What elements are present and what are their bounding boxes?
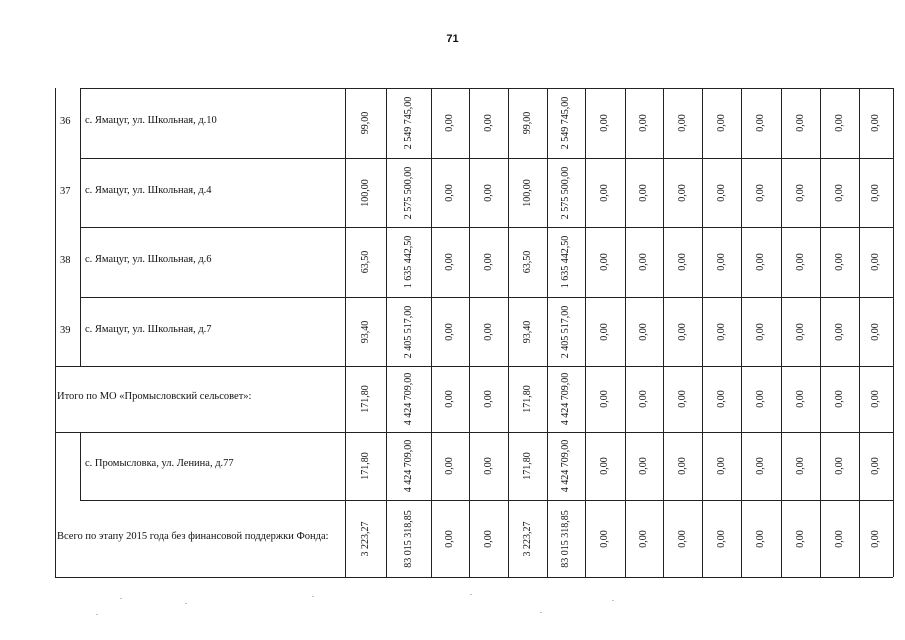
cell-value: 0,00 [870, 529, 881, 548]
cell-value: 0,00 [870, 183, 881, 202]
table-cell [781, 432, 820, 500]
table-cell [547, 88, 585, 158]
table-vline [80, 432, 81, 500]
table-cell [345, 88, 386, 158]
cell-value: 0,00 [755, 390, 766, 408]
table-cell [625, 500, 663, 577]
table-cell [431, 366, 469, 432]
table-cell [781, 158, 820, 227]
cell-value: 0,00 [482, 457, 494, 475]
cell-value: 0,00 [444, 253, 455, 271]
cell-value: 0,00 [715, 529, 727, 548]
table-cell [741, 432, 781, 500]
table-cell [431, 500, 469, 577]
row-address: с. Ямацуг, ул. Школьная, д.10 [85, 115, 217, 126]
cell-value: 0,00 [599, 390, 610, 408]
cell-value: 0,00 [794, 253, 806, 271]
table-cell [663, 158, 702, 227]
cell-value: 0,00 [794, 322, 806, 341]
table-cell [386, 158, 431, 227]
cell-value: 2 575 500,00 [560, 166, 571, 219]
cell-value: 83 015 318,85 [560, 509, 571, 568]
cell-value: 171,80 [359, 452, 371, 480]
cell-value: 99,00 [359, 111, 371, 135]
cell-value: 0,00 [755, 457, 766, 475]
cell-value: 0,00 [638, 322, 649, 341]
cell-value: 0,00 [715, 457, 727, 475]
table-cell [508, 158, 547, 227]
table-cell [547, 227, 585, 297]
table-cell [859, 500, 893, 577]
cell-value: 83 015 318,85 [402, 509, 414, 568]
table-cell [386, 500, 431, 577]
table-cell [663, 227, 702, 297]
page-number: 71 [446, 33, 459, 45]
table-cell [547, 432, 585, 500]
row-number: 37 [60, 185, 71, 197]
table-cell [508, 88, 547, 158]
cell-value: 0,00 [833, 322, 845, 341]
table-cell [741, 158, 781, 227]
table-cell [741, 366, 781, 432]
cell-value: 0,00 [599, 114, 610, 132]
cell-value: 0,00 [676, 390, 688, 408]
cell-value: 0,00 [599, 322, 610, 341]
cell-value: 0,00 [638, 390, 649, 408]
cell-value: 0,00 [870, 253, 881, 271]
table-cell [345, 432, 386, 500]
table-cell [431, 88, 469, 158]
table-hline [55, 577, 893, 578]
cell-value: 0,00 [794, 114, 806, 132]
cell-value: 0,00 [715, 322, 727, 341]
table-cell [345, 227, 386, 297]
table-cell [781, 500, 820, 577]
cell-value: 0,00 [638, 457, 649, 475]
cell-value: 0,00 [599, 457, 610, 475]
table-cell [345, 297, 386, 366]
table-cell [469, 88, 508, 158]
cell-value: 2 549 745,00 [560, 96, 571, 150]
cell-value: 0,00 [444, 390, 455, 408]
cell-value: 4 424 709,00 [402, 439, 414, 493]
cell-value: 0,00 [715, 114, 727, 132]
cell-value: 0,00 [676, 183, 688, 202]
table-cell [625, 366, 663, 432]
cell-value: 0,00 [794, 390, 806, 408]
table-cell [585, 88, 625, 158]
row-summary-label: Итого по МО «Промысловский сельсовет»: [57, 391, 252, 402]
table-vline [893, 88, 894, 577]
table-cell [386, 432, 431, 500]
cell-value: 0,00 [833, 529, 845, 548]
row-number: 39 [60, 324, 71, 336]
cell-value: 0,00 [482, 529, 494, 548]
cell-value: 0,00 [482, 390, 494, 408]
table-cell [859, 366, 893, 432]
table-cell [386, 227, 431, 297]
table-cell [702, 432, 741, 500]
cell-value: 0,00 [715, 253, 727, 271]
cell-value: 93,40 [359, 320, 371, 343]
cell-value: 99,00 [521, 111, 533, 135]
table-cell [663, 297, 702, 366]
cell-value: 0,00 [755, 114, 766, 132]
table-cell [585, 158, 625, 227]
cell-value: 0,00 [870, 390, 881, 408]
table-cell [663, 500, 702, 577]
scan-speck [96, 614, 98, 615]
cell-value: 2 405 517,00 [560, 305, 571, 358]
cell-value: 0,00 [599, 529, 610, 548]
scan-speck [312, 596, 314, 597]
cell-value: 0,00 [755, 183, 766, 202]
table-cell [469, 158, 508, 227]
table-cell [508, 500, 547, 577]
table-cell [508, 297, 547, 366]
table-cell [702, 500, 741, 577]
cell-value: 0,00 [833, 183, 845, 202]
table-cell [625, 432, 663, 500]
table-cell [859, 88, 893, 158]
table-cell [741, 88, 781, 158]
cell-value: 1 635 442,50 [560, 235, 571, 289]
table-cell [702, 297, 741, 366]
table-cell [820, 366, 859, 432]
cell-value: 0,00 [482, 183, 494, 202]
cell-value: 63,50 [359, 250, 371, 274]
table-cell [345, 158, 386, 227]
table-cell [585, 366, 625, 432]
cell-value: 2 405 517,00 [402, 305, 414, 358]
table-cell [625, 88, 663, 158]
cell-value: 0,00 [676, 457, 688, 475]
table-cell [702, 158, 741, 227]
table-cell [431, 432, 469, 500]
cell-value: 100,00 [521, 178, 533, 207]
table-cell [469, 432, 508, 500]
cell-value: 0,00 [444, 322, 455, 341]
table-cell [781, 366, 820, 432]
cell-value: 0,00 [638, 114, 649, 132]
cell-value: 0,00 [676, 114, 688, 132]
cell-value: 0,00 [715, 183, 727, 202]
table-cell [859, 432, 893, 500]
cell-value: 171,80 [359, 385, 371, 413]
cell-value: 0,00 [833, 390, 845, 408]
table-cell [431, 227, 469, 297]
cell-value: 4 424 709,00 [560, 439, 571, 493]
table-cell [345, 500, 386, 577]
cell-value: 0,00 [755, 529, 766, 548]
cell-value: 0,00 [444, 183, 455, 202]
table-cell [585, 297, 625, 366]
cell-value: 0,00 [715, 390, 727, 408]
cell-value: 100,00 [359, 178, 371, 207]
cell-value: 3 223,27 [521, 521, 533, 556]
table-cell [431, 158, 469, 227]
cell-value: 0,00 [482, 114, 494, 132]
cell-value: 0,00 [638, 529, 649, 548]
cell-value: 0,00 [870, 457, 881, 475]
table-cell [741, 227, 781, 297]
cell-value: 0,00 [870, 322, 881, 341]
scan-speck [470, 594, 472, 595]
cell-value: 0,00 [755, 322, 766, 341]
table-cell [469, 227, 508, 297]
row-address: с. Промысловка, ул. Ленина, д.77 [85, 458, 234, 469]
table-cell [547, 158, 585, 227]
table-cell [508, 366, 547, 432]
table-cell [469, 366, 508, 432]
table-cell [469, 500, 508, 577]
cell-value: 0,00 [794, 183, 806, 202]
row-number: 36 [60, 116, 71, 127]
row-summary-label: Всего по этапу 2015 года без финансовой поддержки Фонда: [57, 530, 329, 542]
cell-value: 0,00 [444, 457, 455, 475]
cell-value: 171,80 [521, 452, 533, 480]
table-cell [820, 227, 859, 297]
table-cell [508, 227, 547, 297]
table-cell [508, 432, 547, 500]
table-cell [820, 297, 859, 366]
table-cell [820, 88, 859, 158]
cell-value: 0,00 [755, 253, 766, 271]
cell-value: 0,00 [599, 183, 610, 202]
cell-value: 0,00 [833, 253, 845, 271]
table-cell [547, 297, 585, 366]
table-cell [386, 297, 431, 366]
cell-value: 93,40 [521, 320, 533, 343]
table-cell [345, 366, 386, 432]
cell-value: 0,00 [833, 457, 845, 475]
table-cell [781, 297, 820, 366]
table-cell [625, 158, 663, 227]
table-cell [663, 366, 702, 432]
scan-speck [540, 612, 542, 613]
table-cell [741, 297, 781, 366]
cell-value: 0,00 [482, 322, 494, 341]
table-cell [781, 88, 820, 158]
table-cell [431, 297, 469, 366]
row-address: с. Ямацуг, ул. Школьная, д.4 [85, 184, 212, 196]
table-cell [386, 366, 431, 432]
cell-value: 0,00 [599, 253, 610, 271]
cell-value: 0,00 [638, 253, 649, 271]
table-cell [663, 88, 702, 158]
table-cell [702, 88, 741, 158]
scan-speck [185, 603, 187, 604]
table-cell [625, 297, 663, 366]
table-cell [820, 158, 859, 227]
cell-value: 171,80 [521, 385, 533, 413]
table-cell [820, 500, 859, 577]
cell-value: 4 424 709,00 [560, 372, 571, 426]
table-cell [547, 366, 585, 432]
scan-speck [612, 600, 614, 601]
table-cell [820, 432, 859, 500]
table-cell [859, 158, 893, 227]
cell-value: 0,00 [833, 114, 845, 132]
table-vline [80, 88, 81, 366]
cell-value: 0,00 [444, 529, 455, 548]
cell-value: 0,00 [794, 529, 806, 548]
cell-value: 0,00 [870, 114, 881, 132]
row-address: с. Ямацуг, ул. Школьная, д.6 [85, 254, 212, 265]
cell-value: 4 424 709,00 [402, 372, 414, 426]
table-cell [585, 227, 625, 297]
scan-speck [120, 598, 122, 599]
cell-value: 0,00 [794, 457, 806, 475]
table-cell [663, 432, 702, 500]
row-address: с. Ямацуг, ул. Школьная, д.7 [85, 323, 212, 335]
cell-value: 63,50 [521, 250, 533, 274]
cell-value: 0,00 [676, 253, 688, 271]
cell-value: 1 635 442,50 [402, 235, 414, 289]
table-vline [55, 88, 56, 577]
table-cell [781, 227, 820, 297]
table-cell [702, 227, 741, 297]
table-cell [702, 366, 741, 432]
table-cell [469, 297, 508, 366]
cell-value: 2 575 500,00 [402, 166, 414, 219]
cell-value: 2 549 745,00 [402, 96, 414, 150]
cell-value: 3 223,27 [359, 521, 371, 556]
table-cell [859, 227, 893, 297]
cell-value: 0,00 [444, 114, 455, 132]
cell-value: 0,00 [638, 183, 649, 202]
table-cell [625, 227, 663, 297]
table-cell [741, 500, 781, 577]
table-cell [386, 88, 431, 158]
cell-value: 0,00 [676, 529, 688, 548]
cell-value: 0,00 [482, 253, 494, 271]
table-cell [585, 500, 625, 577]
table-cell [585, 432, 625, 500]
table-cell [859, 297, 893, 366]
cell-value: 0,00 [676, 322, 688, 341]
table-cell [547, 500, 585, 577]
row-number: 38 [60, 255, 71, 266]
